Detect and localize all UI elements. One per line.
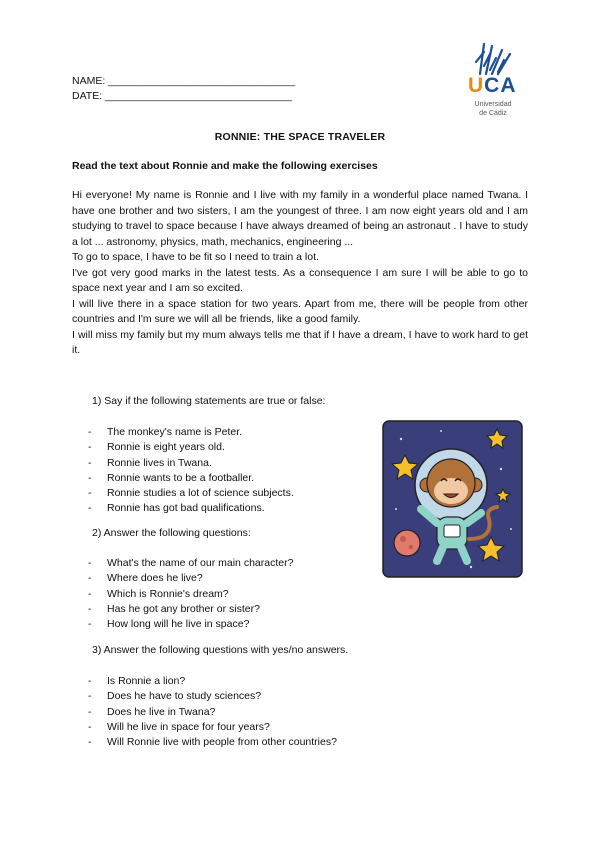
paragraph: I've got very good marks in the latest tests. As a consequence I am sure I will be able to go to space next year and I am so excited. (72, 266, 528, 294)
instruction: Read the text about Ronnie and make the following exercises (72, 160, 378, 172)
logo-letters-ca: CA (484, 74, 517, 97)
exercise-2-heading: 2) Answer the following questions: (92, 527, 251, 539)
list-item: - Where does he live? (88, 571, 293, 586)
date-field[interactable]: DATE: ________________________________ (72, 90, 292, 102)
exercise-2-list (88, 556, 293, 632)
list-item: - Ronnie is eight years old. (88, 440, 294, 455)
logo-letter-u: U (468, 74, 485, 97)
paragraph: To go to space, I have to be fit so I need to train a lot. (72, 251, 319, 263)
exercise-1-heading: 1) Say if the following statements are true or false: (92, 395, 326, 407)
logo-text (468, 74, 517, 98)
list-item: - Is Ronnie a lion? (88, 674, 337, 689)
monkey-astronaut-illustration (381, 419, 524, 579)
list-item: - How long will he live in space? (88, 617, 293, 632)
list-item: - What's the name of our main character? (88, 556, 293, 571)
list-item: - Will he live in space for four years? (88, 720, 337, 735)
logo-subtitle-line2: de Cádiz (479, 110, 507, 117)
page-title: RONNIE: THE SPACE TRAVELER (214, 131, 386, 143)
paragraph: I will live there in a space station for two years. Apart from me, there will be people from other countries and I'm sure we will all be friends, like a good family. (72, 297, 528, 325)
exercise-1-list (88, 425, 294, 517)
list-item: - The monkey's name is Peter. (88, 425, 294, 440)
list-item: - Has he got any brother or sister? (88, 602, 293, 617)
reading-text (72, 188, 528, 359)
university-logo (462, 40, 536, 122)
planet-icon (394, 530, 420, 556)
paragraph: Hi everyone! My name is Ronnie and I live with my family in a wonderful place named Twana. I have one brother and two sisters, I am the youngest of three. I am now eight years old and I am studying to travel to space because I have always dreamed of being an astronaut . I have to study a lot ... astronomy, physics, math, mechanics, engineering ... (72, 189, 528, 248)
list-item: - Which is Ronnie's dream? (88, 587, 293, 602)
list-item: - Ronnie wants to be a footballer. (88, 471, 294, 486)
list-item: - Ronnie has got bad qualifications. (88, 501, 294, 516)
exercise-3-heading: 3) Answer the following questions with yes/no answers. (92, 644, 349, 656)
list-item: - Does he have to study sciences? (88, 689, 337, 704)
name-field[interactable]: NAME: ________________________________ (72, 75, 296, 87)
list-item: - Ronnie lives in Twana. (88, 456, 294, 471)
list-item: - Will Ronnie live with people from other countries? (88, 735, 337, 750)
exercise-3-list (88, 674, 337, 750)
logo-subtitle (470, 100, 516, 118)
logo-subtitle-line1: Universidad (474, 101, 512, 108)
list-item: - Ronnie studies a lot of science subjects. (88, 486, 294, 501)
paragraph: I will miss my family but my mum always tells me that if I have a dream, I have to work hard to get it. (72, 328, 528, 356)
list-item: - Does he live in Twana? (88, 705, 337, 720)
